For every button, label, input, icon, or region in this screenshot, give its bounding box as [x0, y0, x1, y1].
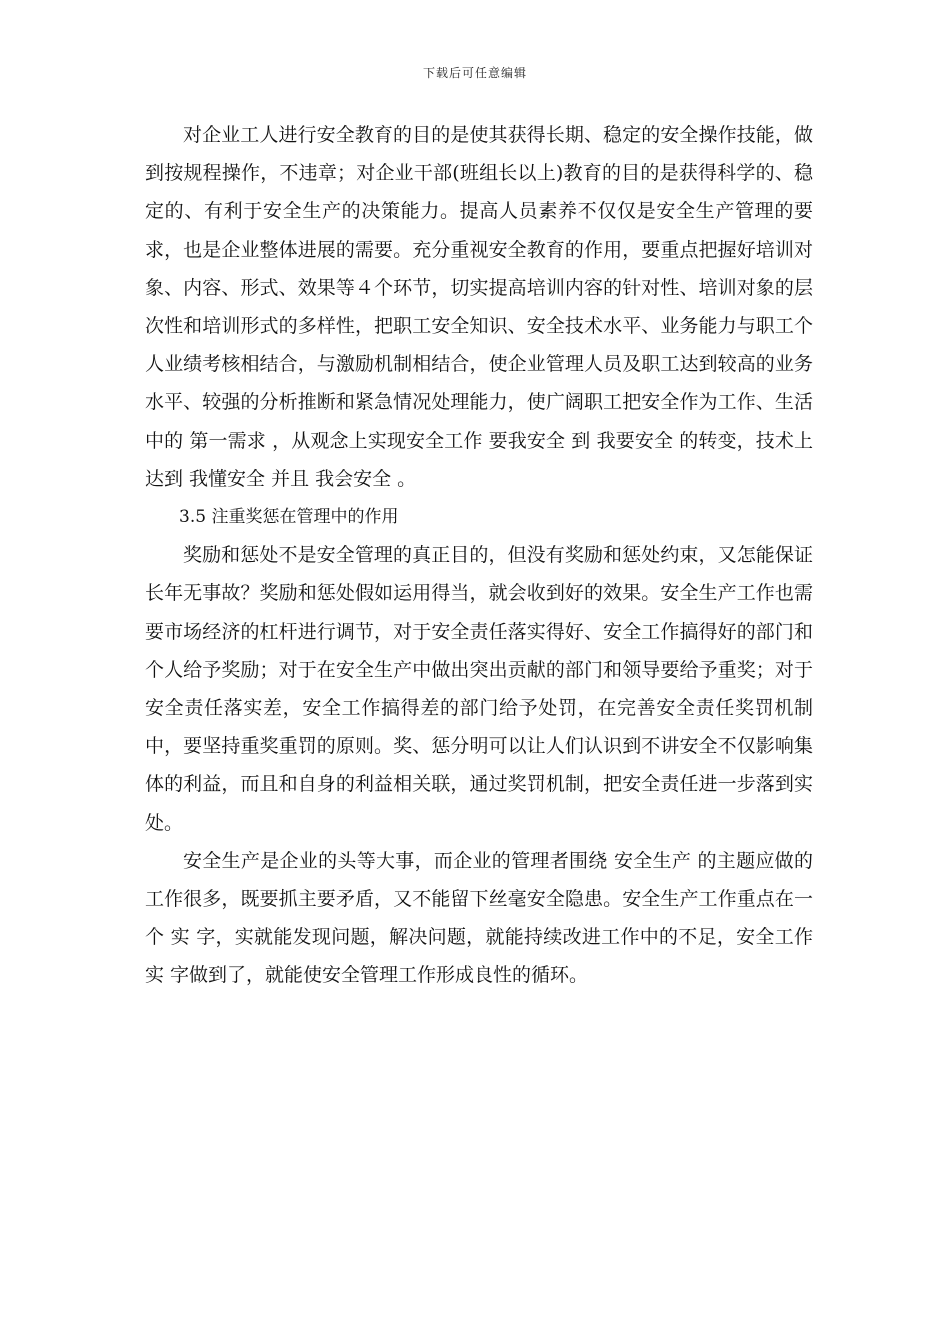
paragraph-safety-education: 对企业工人进行安全教育的目的是使其获得长期、稳定的安全操作技能，做到按规程操作，不违章；对企业干部(班组长以上)教育的目的是获得科学的、稳定的、有利于安全生产的决策能力。提高人员素养不仅仅是安全生产管理的要求，也是企业整体进展的需要。充分重视安全教育的作用，要重点把握好培训对象、内容、形式、效果等４个环节，切实提高培训内容的针对性、培训对象的层次性和培训形式的多样性，把职工安全知识、安全技术水平、业务能力与职工个人业绩考核相结合，与激励机制相结合，使企业管理人员及职工达到较高的业务水平、较强的分析推断和紧急情况处理能力，使广阔职工把安全作为工作、生活中的 第一需求 ，从观念上实现安全工作 要我安全 到 我要安全 的转变，技术上达到 我懂安全 并且 我会安全 。 [145, 124, 813, 490]
header-note: 下载后可任意编辑 [422, 66, 527, 80]
paragraph-rewards-penalties: 奖励和惩处不是安全管理的真正目的，但没有奖励和惩处约束，又怎能保证长年无事故？奖励和惩处假如运用得当，就会收到好的效果。安全生产工作也需要市场经济的杠杆进行调节，对于安全责任落实得好、安全工作搞得好的部门和个人给予奖励；对于在安全生产中做出突出贡献的部门和领导要给予重奖；对于安全责任落实差，安全工作搞得差的部门给予处罚，在完善安全责任奖罚机制中，要坚持重奖重罚的原则。奖、惩分明可以让人们认识到不讲安全不仅影响集体的利益，而且和自身的利益相关联，通过奖罚机制，把安全责任进一步落到实处。 [145, 544, 813, 834]
section-heading: 3.5 注重奖惩在管理中的作用 [179, 507, 399, 528]
document-body [145, 116, 813, 995]
paragraph-conclusion: 安全生产是企业的头等大事，而企业的管理者围绕 安全生产 的主题应做的工作很多，既要抓主要矛盾，又不能留下丝毫安全隐患。安全生产工作重点在一个 实 字，实就能发现问题，解决问题，就能持续改进工作中的不足，安全工作 实 字做到了，就能使安全管理工作形成良性的循环。 [145, 849, 813, 987]
